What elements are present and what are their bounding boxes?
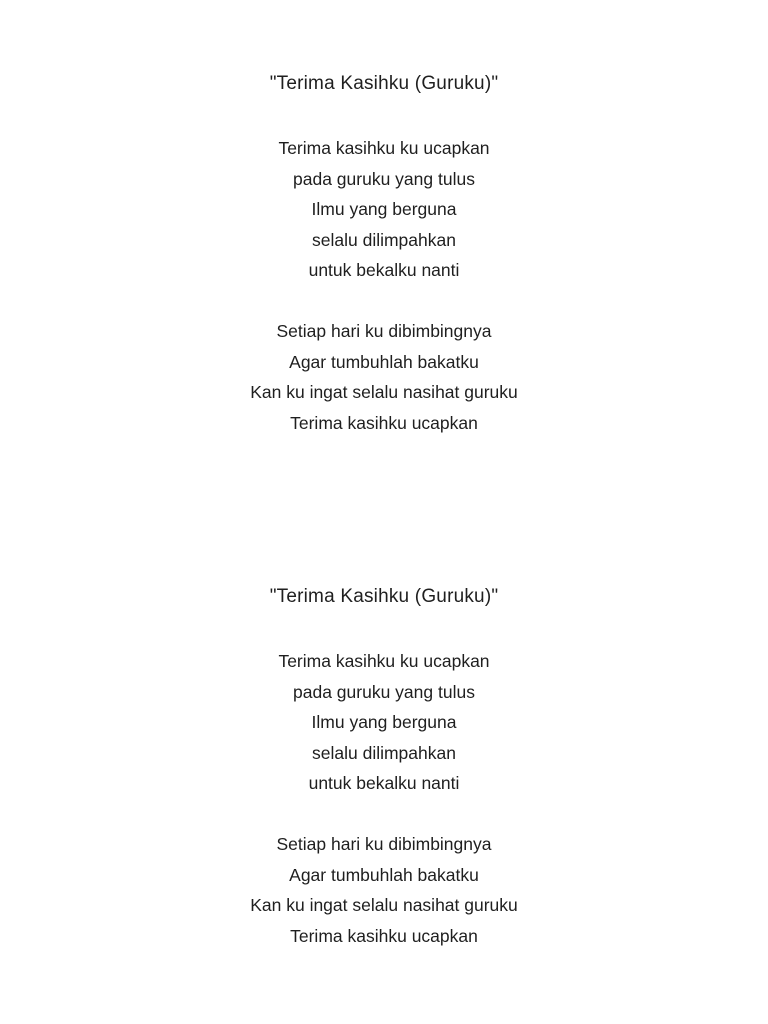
lyric-line: Terima kasihku ucapkan <box>290 925 478 946</box>
lyric-line: Terima kasihku ku ucapkan <box>278 138 490 158</box>
lyric-line: Setiap hari ku dibimbingnya <box>276 834 492 854</box>
lyric-line: Agar tumbuhlah bakatku <box>289 351 479 372</box>
lyric-line: Setiap hari ku dibimbingnya <box>276 321 492 341</box>
song-title: "Terima Kasihku (Guruku)" <box>269 73 499 94</box>
lyric-line: Terima kasihku ucapkan <box>290 412 478 433</box>
stanza <box>0 133 768 286</box>
lyric-line: selalu dilimpahkan <box>312 229 456 250</box>
lyric-line: pada guruku yang tulus <box>293 681 475 702</box>
stanza <box>0 316 768 438</box>
lyric-line: Kan ku ingat selalu nasihat guruku <box>250 382 518 402</box>
lyric-line: Ilmu yang berguna <box>311 199 457 219</box>
lyric-line: Terima kasihku ku ucapkan <box>278 651 490 671</box>
stanza <box>0 829 768 951</box>
lyric-line: Ilmu yang berguna <box>311 712 457 732</box>
song-title: "Terima Kasihku (Guruku)" <box>269 586 499 607</box>
lyric-line: selalu dilimpahkan <box>312 742 456 763</box>
lyric-line: untuk bekalku nanti <box>308 260 460 280</box>
lyric-line: Agar tumbuhlah bakatku <box>289 864 479 885</box>
lyric-line: untuk bekalku nanti <box>308 773 460 793</box>
song-block <box>0 584 768 951</box>
song-block <box>0 71 768 438</box>
lyric-line: Kan ku ingat selalu nasihat guruku <box>250 895 518 915</box>
stanza <box>0 646 768 799</box>
lyric-line: pada guruku yang tulus <box>293 168 475 189</box>
